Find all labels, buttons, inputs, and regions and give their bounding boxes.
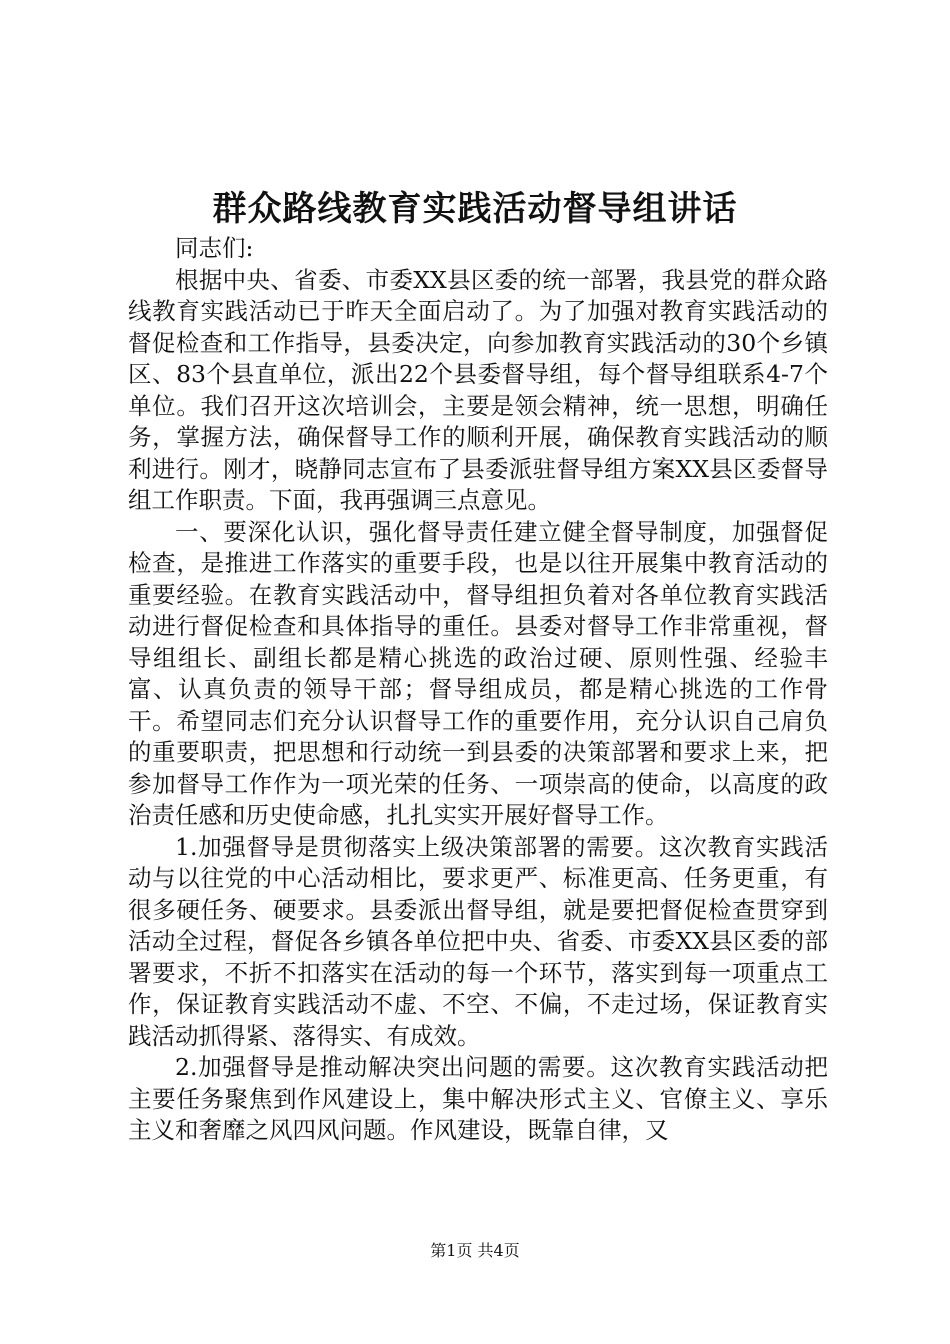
point-two-paragraph: 2.加强督导是推动解决突出问题的需要。这次教育实践活动把主要任务聚焦到作风建设上，集中解决形式主义、官僚主义、享乐主义和奢靡之风四风问题。作风建设，既靠自律，又 bbox=[128, 1053, 828, 1144]
page-number-footer: 第1页 共4页 bbox=[430, 1241, 520, 1260]
salutation-paragraph: 同志们: bbox=[175, 234, 254, 262]
document-body bbox=[128, 233, 828, 1147]
intro-paragraph: 根据中央、省委、市委XX县区委的统一部署，我县党的群众路线教育实践活动已于昨天全面启动了。为了加强对教育实践活动的督促检查和工作指导，县委决定，向参加教育实践活动的30个乡镇区、83个县直单位，派出22个县委督导组，每个督导组联系4-7个单位。我们召开这次培训会，主要是领会精神，统一思想，明确任务，掌握方法，确保督导工作的顺利开展，确保教育实践活动的顺利进行。刚才，晓静同志宣布了县委派驻督导组方案XX县区委督导组工作职责。下面，我再强调三点意见。 bbox=[128, 265, 828, 514]
section-one-paragraph: 一、要深化认识，强化督导责任建立健全督导制度，加强督促检查，是推进工作落实的重要手段，也是以往开展集中教育活动的重要经验。在教育实践活动中，督导组担负着对各单位教育实践活动进行督促检查和具体指导的重任。县委对督导工作非常重视，督导组组长、副组长都是精心挑选的政治过硬、原则性强、经验丰富、认真负责的领导干部；督导组成员，都是精心挑选的工作骨干。希望同志们充分认识督导工作的重要作用，充分认识自己肩负的重要职责，把思想和行动统一到县委的决策部署和要求上来，把参加督导工作作为一项光荣的任务、一项崇高的使命，以高度的政治责任感和历史使命感，扎扎实实开展好督导工作。 bbox=[128, 517, 828, 829]
point-one-paragraph: 1.加强督导是贯彻落实上级决策部署的需要。这次教育实践活动与以往党的中心活动相比，要求更严、标准更高、任务更重，有很多硬任务、硬要求。县委派出督导组，就是要把督促检查贯穿到活动全过程，督促各乡镇各单位把中央、省委、市委XX县区委的部署要求，不折不扣落实在活动的每一个环节，落实到每一项重点工作，保证教育实践活动不虚、不空、不偏，不走过场，保证教育实践活动抓得紧、落得实、有成效。 bbox=[128, 832, 828, 1050]
document-title: 群众路线教育实践活动督导组讲话 bbox=[212, 189, 738, 229]
